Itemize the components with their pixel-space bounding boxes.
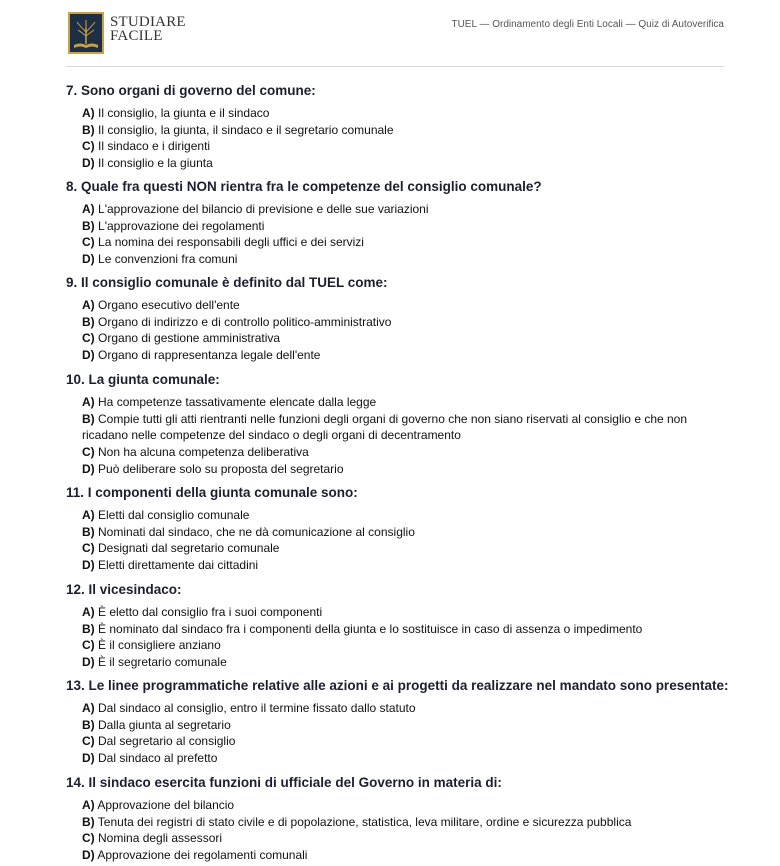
option-a: A) Eletti dal consiglio comunale [82, 508, 250, 522]
question-title: 9. Il consiglio comunale è definito dal TUEL come: [66, 275, 388, 290]
option-b: B) Compie tutti gli atti rientranti nelle funzioni degli organi di governo che non siano riservati al consiglio e che non ricadano nelle competenze del sindaco o degli organi di decentramento [82, 411, 688, 443]
option-c: C) Nomina degli assessori [82, 831, 223, 846]
question-title: 7. Sono organi di governo del comune: [66, 83, 316, 98]
question-title: 12. Il vicesindaco: [66, 582, 182, 597]
option-b: B) Nominati dal sindaco, che ne dà comunicazione al consiglio [82, 524, 415, 539]
option-a: A) Approvazione del bilancio [82, 798, 235, 812]
option-d: D) Dal sindaco al prefetto [82, 751, 218, 766]
option-a: A) È eletto dal consiglio fra i suoi componenti [82, 605, 323, 619]
option-a: A) Organo esecutivo dell'ente [82, 298, 240, 312]
document-title: TUEL — Ordinamento degli Enti Locali — Quiz di Autoverifica [451, 19, 724, 30]
question-10 [66, 372, 736, 478]
option-c: C) La nomina dei responsabili degli uffici e dei servizi [82, 235, 364, 250]
question-14 [66, 775, 736, 864]
question-title: 8. Quale fra questi NON rientra fra le competenze del consiglio comunale? [66, 179, 542, 194]
option-d: D) Approvazione dei regolamenti comunali [82, 848, 308, 863]
question-title: 14. Il sindaco esercita funzioni di ufficiale del Governo in materia di: [66, 775, 502, 790]
option-d: D) Eletti direttamente dai cittadini [82, 558, 259, 573]
option-d: D) Può deliberare solo su proposta del segretario [82, 461, 344, 476]
question-9 [66, 275, 736, 364]
option-a: A) Ha competenze tassativamente elencate dalla legge [82, 395, 377, 409]
option-b: B) Tenuta dei registri di stato civile e di popolazione, statistica, leva militare, ordine e sicurezza pubblica [82, 814, 632, 829]
question-12 [66, 582, 736, 671]
option-c: C) Dal segretario al consiglio [82, 734, 236, 749]
question-title: 10. La giunta comunale: [66, 372, 220, 387]
option-d: D) Organo di rappresentanza legale dell'ente [82, 348, 321, 363]
logo-wordmark: STUDIARE FACILE [110, 14, 186, 44]
option-d: D) Le convenzioni fra comuni [82, 252, 238, 267]
option-c: C) Non ha alcuna competenza deliberativa [82, 445, 309, 460]
option-b: B) L'approvazione dei regolamenti [82, 218, 265, 233]
question-11 [66, 485, 736, 574]
question-title: 11. I componenti della giunta comunale sono: [66, 485, 358, 500]
option-b: B) Il consiglio, la giunta, il sindaco e il segretario comunale [82, 122, 394, 137]
option-c: C) È il consigliere anziano [82, 638, 221, 653]
book-tree-icon [68, 12, 104, 54]
option-b: B) È nominato dal sindaco fra i componenti della giunta e lo sostituisce in caso di assenza o impedimento [82, 621, 643, 636]
option-a: A) Il consiglio, la giunta e il sindaco [82, 106, 270, 120]
question-title: 13. Le linee programmatiche relative alle azioni e ai progetti da realizzare nel mandato sono presentate: [66, 678, 729, 693]
option-d: D) Il consiglio e la giunta [82, 156, 213, 171]
option-c: C) Designati dal segretario comunale [82, 541, 280, 556]
option-b: B) Organo di indirizzo e di controllo politico-amministrativo [82, 314, 392, 329]
option-d: D) È il segretario comunale [82, 655, 227, 670]
studiare-facile-logo [66, 10, 216, 58]
page-header [66, 10, 724, 67]
option-a: A) Dal sindaco al consiglio, entro il termine fissato dallo statuto [82, 701, 416, 715]
option-c: C) Il sindaco e i dirigenti [82, 139, 211, 154]
option-a: A) L'approvazione del bilancio di previsione e delle sue variazioni [82, 202, 429, 216]
question-7 [66, 83, 736, 172]
question-13 [66, 678, 736, 767]
option-c: C) Organo di gestione amministrativa [82, 331, 281, 346]
question-8 [66, 179, 736, 268]
option-b: B) Dalla giunta al segretario [82, 717, 231, 732]
